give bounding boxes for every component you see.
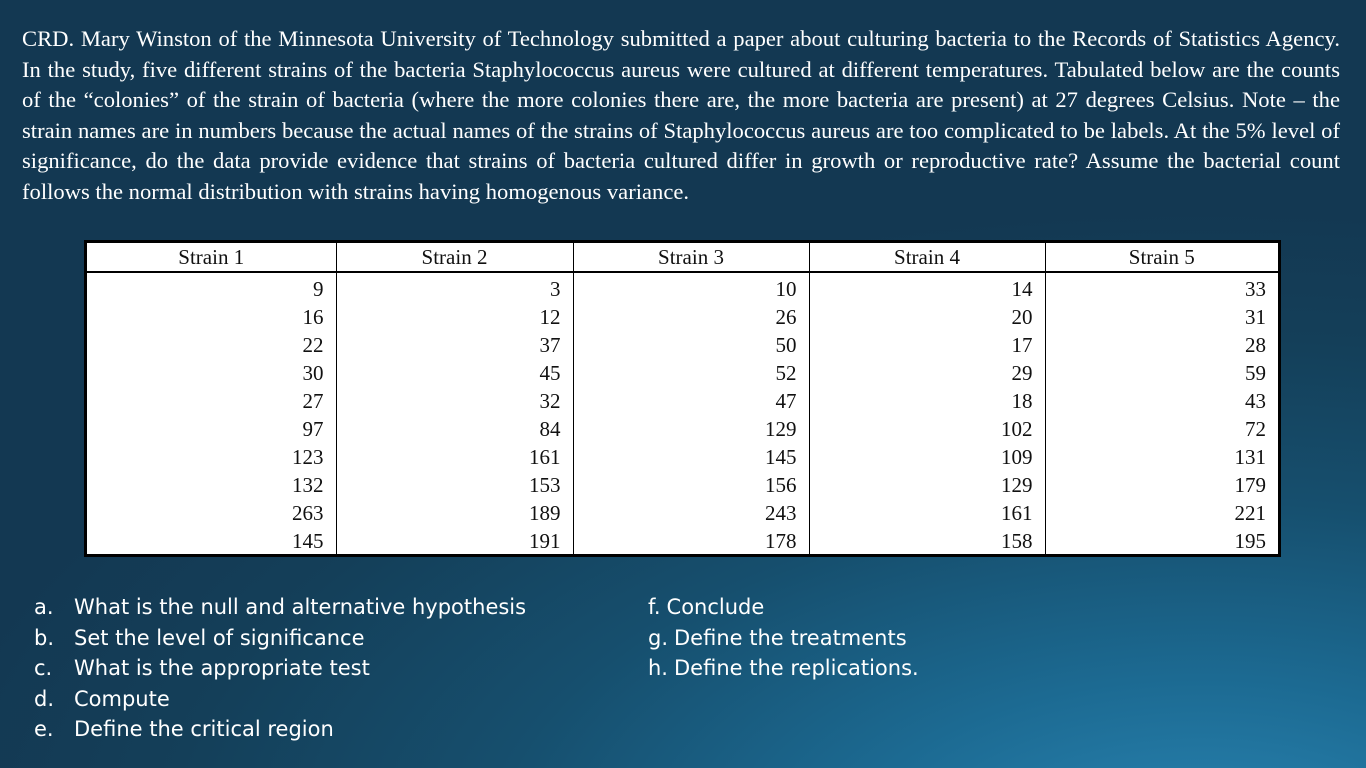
table-cell: 12	[336, 303, 573, 331]
question-marker: f.	[648, 595, 661, 619]
question-item	[34, 714, 594, 745]
question-marker: a.	[34, 595, 54, 619]
table-cell: 29	[809, 359, 1045, 387]
column-header: Strain 4	[809, 243, 1045, 272]
table-cell: 18	[809, 387, 1045, 415]
table-cell: 28	[1245, 333, 1266, 357]
question-item	[648, 623, 1128, 654]
table-body	[87, 272, 1278, 555]
question-text: Define the replications.	[674, 656, 919, 681]
question-text: Set the level of significance	[74, 625, 365, 650]
table-cell: 9	[87, 272, 336, 303]
question-text: Conclude	[666, 595, 765, 619]
table-cell: 129	[809, 471, 1045, 499]
table-cell: 43	[1245, 389, 1266, 413]
table-row	[87, 415, 1278, 443]
table-row	[87, 527, 1278, 555]
question-marker: b.	[34, 625, 55, 650]
question-marker: d.	[34, 686, 55, 711]
column-header: Strain 1	[87, 243, 336, 272]
table-cell: 189	[336, 499, 573, 527]
question-marker: h.	[648, 656, 668, 681]
table-row	[87, 303, 1278, 331]
question-text: What is the appropriate test	[74, 656, 370, 681]
question-text: Compute	[74, 686, 170, 711]
table-cell: 59	[1245, 361, 1266, 385]
table-cell: 31	[1245, 305, 1266, 329]
table-row	[87, 443, 1278, 471]
table-cell: 33	[1245, 277, 1266, 301]
data-table	[87, 243, 1278, 555]
table-row	[87, 359, 1278, 387]
table-cell: 50	[573, 331, 809, 359]
question-marker: g.	[648, 625, 669, 650]
question-item	[648, 592, 1128, 623]
table-cell: 102	[809, 415, 1045, 443]
table-cell: 27	[87, 387, 336, 415]
table-cell: 131	[1234, 445, 1266, 469]
question-item	[34, 623, 594, 654]
column-header: Strain 3	[573, 243, 809, 272]
question-item	[34, 684, 594, 715]
table-cell: 26	[573, 303, 809, 331]
strain-counts-table	[84, 240, 1281, 557]
question-text: What is the null and alternative hypothesis	[74, 595, 527, 619]
table-cell: 195	[1234, 529, 1266, 553]
question-text: Define the treatments	[674, 625, 907, 650]
problem-statement: CRD. Mary Winston of the Minnesota University of Technology submitted a paper about culturing bacteria to the Records of Statistics Agency. In the study, five different strains of the bacteria Staphylococcus aureus were cultured at different temperatures. Tabulated below are the counts of the “colonies” of the strain of bacteria (where the more colonies there are, the more bacteria are present) at 27 degrees Celsius. Note – the strain names are in numbers because the actual names of the strains of Staphylococcus aureus are too complicated to be labels. At the 5% level of significance, do the data provide evidence that strains of bacteria cultured differ in growth or reproductive rate? Assume the bacterial count follows the normal distribution with strains having homogenous variance.	[22, 26, 1340, 204]
question-item	[34, 592, 594, 623]
table-cell: 22	[87, 331, 336, 359]
table-cell: 132	[87, 471, 336, 499]
table-cell: 109	[809, 443, 1045, 471]
table-cell: 14	[809, 272, 1045, 303]
table-cell: 129	[573, 415, 809, 443]
table-row	[87, 387, 1278, 415]
question-list-right	[648, 592, 1128, 684]
table-cell: 158	[809, 527, 1045, 555]
table-header-row	[87, 243, 1278, 272]
table-cell: 221	[1234, 501, 1266, 525]
question-marker: e.	[34, 717, 54, 742]
table-cell: 191	[336, 527, 573, 555]
table-cell: 30	[87, 359, 336, 387]
table-cell: 123	[87, 443, 336, 471]
question-item	[34, 653, 594, 684]
table-row	[87, 499, 1278, 527]
question-item	[648, 653, 1128, 684]
table-cell: 161	[809, 499, 1045, 527]
column-header: Strain 2	[336, 243, 573, 272]
table-row	[87, 331, 1278, 359]
table-cell: 156	[573, 471, 809, 499]
table-cell: 32	[336, 387, 573, 415]
table-cell: 178	[573, 527, 809, 555]
table-cell: 37	[336, 331, 573, 359]
question-text: Define the critical region	[74, 717, 334, 742]
table-row	[87, 272, 1278, 303]
table-cell: 263	[87, 499, 336, 527]
table-cell: 145	[87, 527, 336, 555]
table-cell: 47	[573, 387, 809, 415]
table-cell: 16	[87, 303, 336, 331]
table-cell: 3	[336, 272, 573, 303]
table-cell: 161	[336, 443, 573, 471]
table-cell: 84	[336, 415, 573, 443]
table-cell: 179	[1234, 473, 1266, 497]
question-list-left	[34, 592, 594, 745]
table-cell: 10	[573, 272, 809, 303]
table-cell: 243	[573, 499, 809, 527]
table-row	[87, 471, 1278, 499]
question-marker: c.	[34, 656, 53, 681]
table-cell: 52	[573, 359, 809, 387]
table-cell: 145	[573, 443, 809, 471]
table-cell: 72	[1245, 417, 1266, 441]
table-cell: 20	[809, 303, 1045, 331]
table-cell: 153	[336, 471, 573, 499]
column-header: Strain 5	[1045, 243, 1278, 272]
table-cell: 45	[336, 359, 573, 387]
table-cell: 17	[809, 331, 1045, 359]
table-cell: 97	[87, 415, 336, 443]
